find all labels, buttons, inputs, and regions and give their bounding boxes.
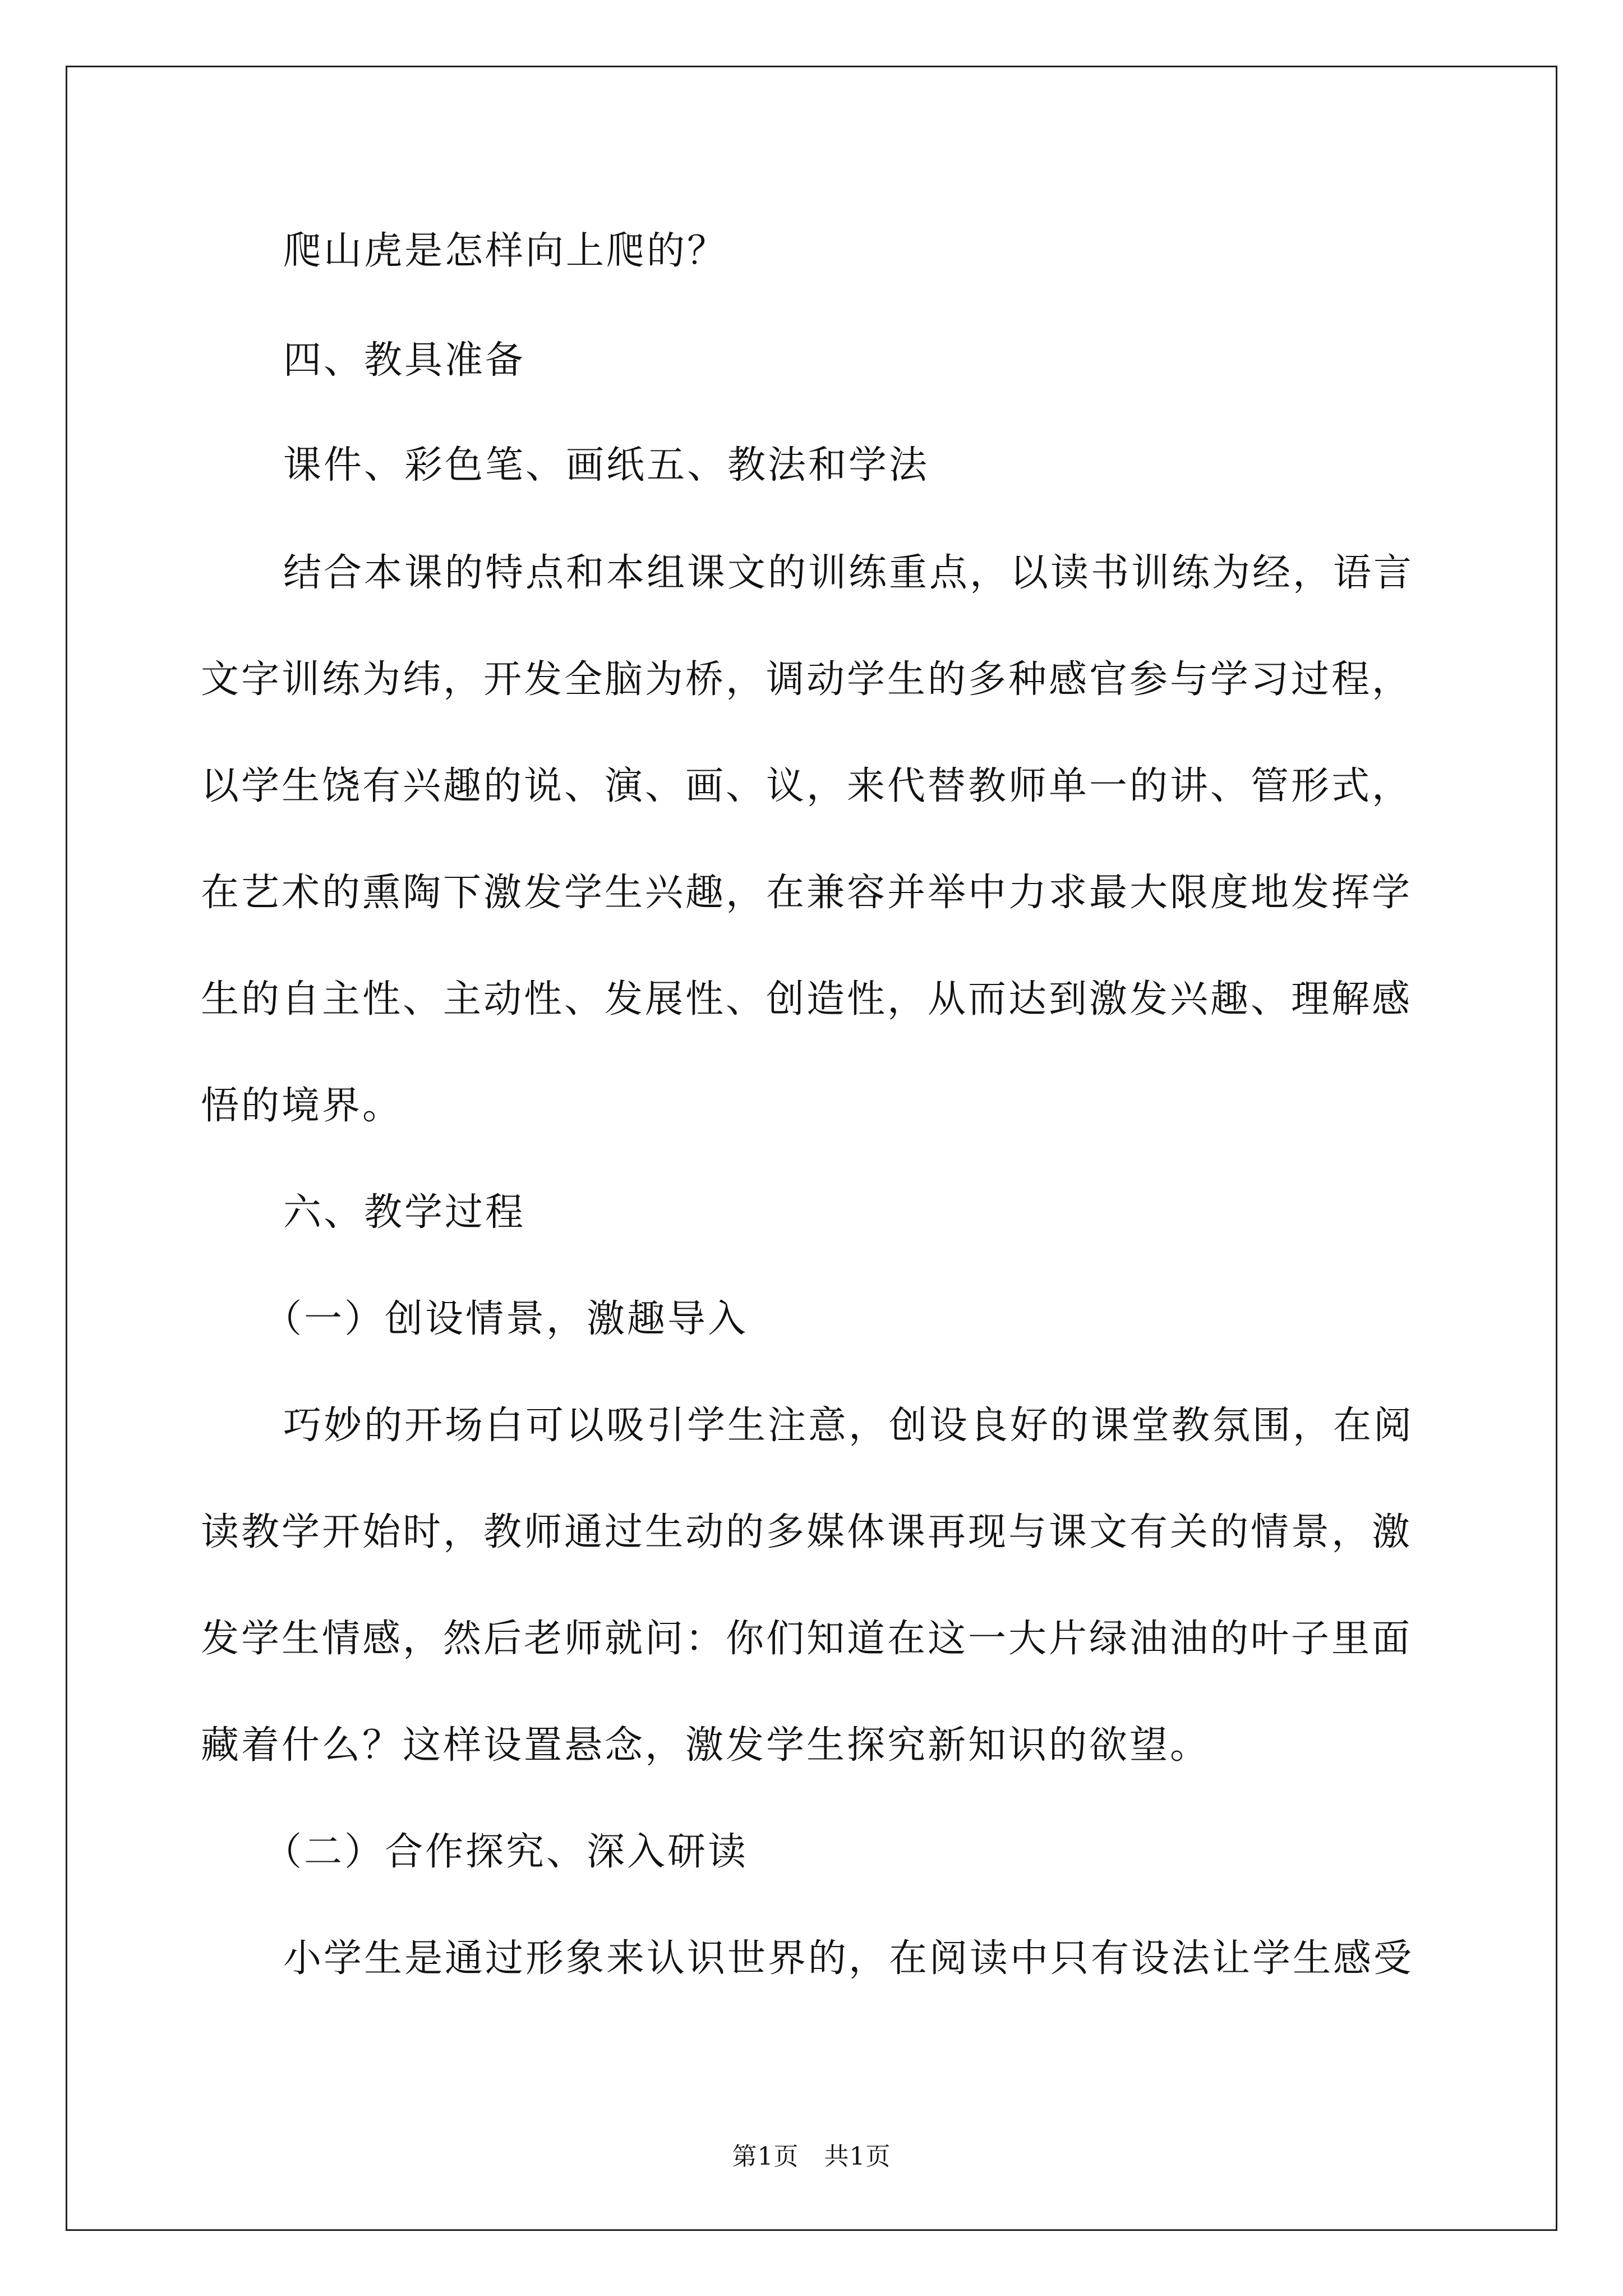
paragraph-line: 藏着什么？这样设置悬念，激发学生探究新知识的欲望。 (201, 1723, 1211, 1768)
page-number-footer: 第1页 共1页 (732, 2142, 891, 2171)
subsection-heading: （二）合作探究、深入研读 (264, 1830, 749, 1874)
paragraph-line: 以学生饶有兴趣的说、演、画、议，来代替教师单一的讲、管形式， (201, 764, 1413, 808)
subsection-heading: （一）创设情景，激趣导入 (264, 1297, 749, 1341)
paragraph-line: 结合本课的特点和本组课文的训练重点，以读书训练为经，语言 (283, 551, 1414, 595)
page-border (66, 66, 1557, 2231)
paragraph-line: 巧妙的开场白可以吸引学生注意，创设良好的课堂教氛围，在阅 (283, 1404, 1414, 1448)
paragraph-line: 爬山虎是怎样向上爬的？ (283, 229, 728, 273)
paragraph-line: 文字训练为纬，开发全脑为桥，调动学生的多种感官参与学习过程， (201, 657, 1413, 702)
paragraph-line: 小学生是通过形象来认识世界的，在阅读中只有设法让学生感受 (283, 1936, 1414, 1981)
paragraph-line: 在艺术的熏陶下激发学生兴趣，在兼容并举中力求最大限度地发挥学 (201, 871, 1413, 915)
section-heading: 四、教具准备 (283, 338, 526, 383)
section-heading: 六、教学过程 (283, 1190, 526, 1235)
paragraph-line: 课件、彩色笔、画纸五、教法和学法 (283, 443, 930, 487)
paragraph-line: 读教学开始时，教师通过生动的多媒体课再现与课文有关的情景，激 (201, 1510, 1413, 1554)
paragraph-line: 发学生情感，然后老师就问：你们知道在这一大片绿油油的叶子里面 (201, 1617, 1413, 1661)
paragraph-line: 悟的境界。 (201, 1084, 403, 1128)
paragraph-line: 生的自主性、主动性、发展性、创造性，从而达到激发兴趣、理解感 (201, 977, 1413, 1022)
